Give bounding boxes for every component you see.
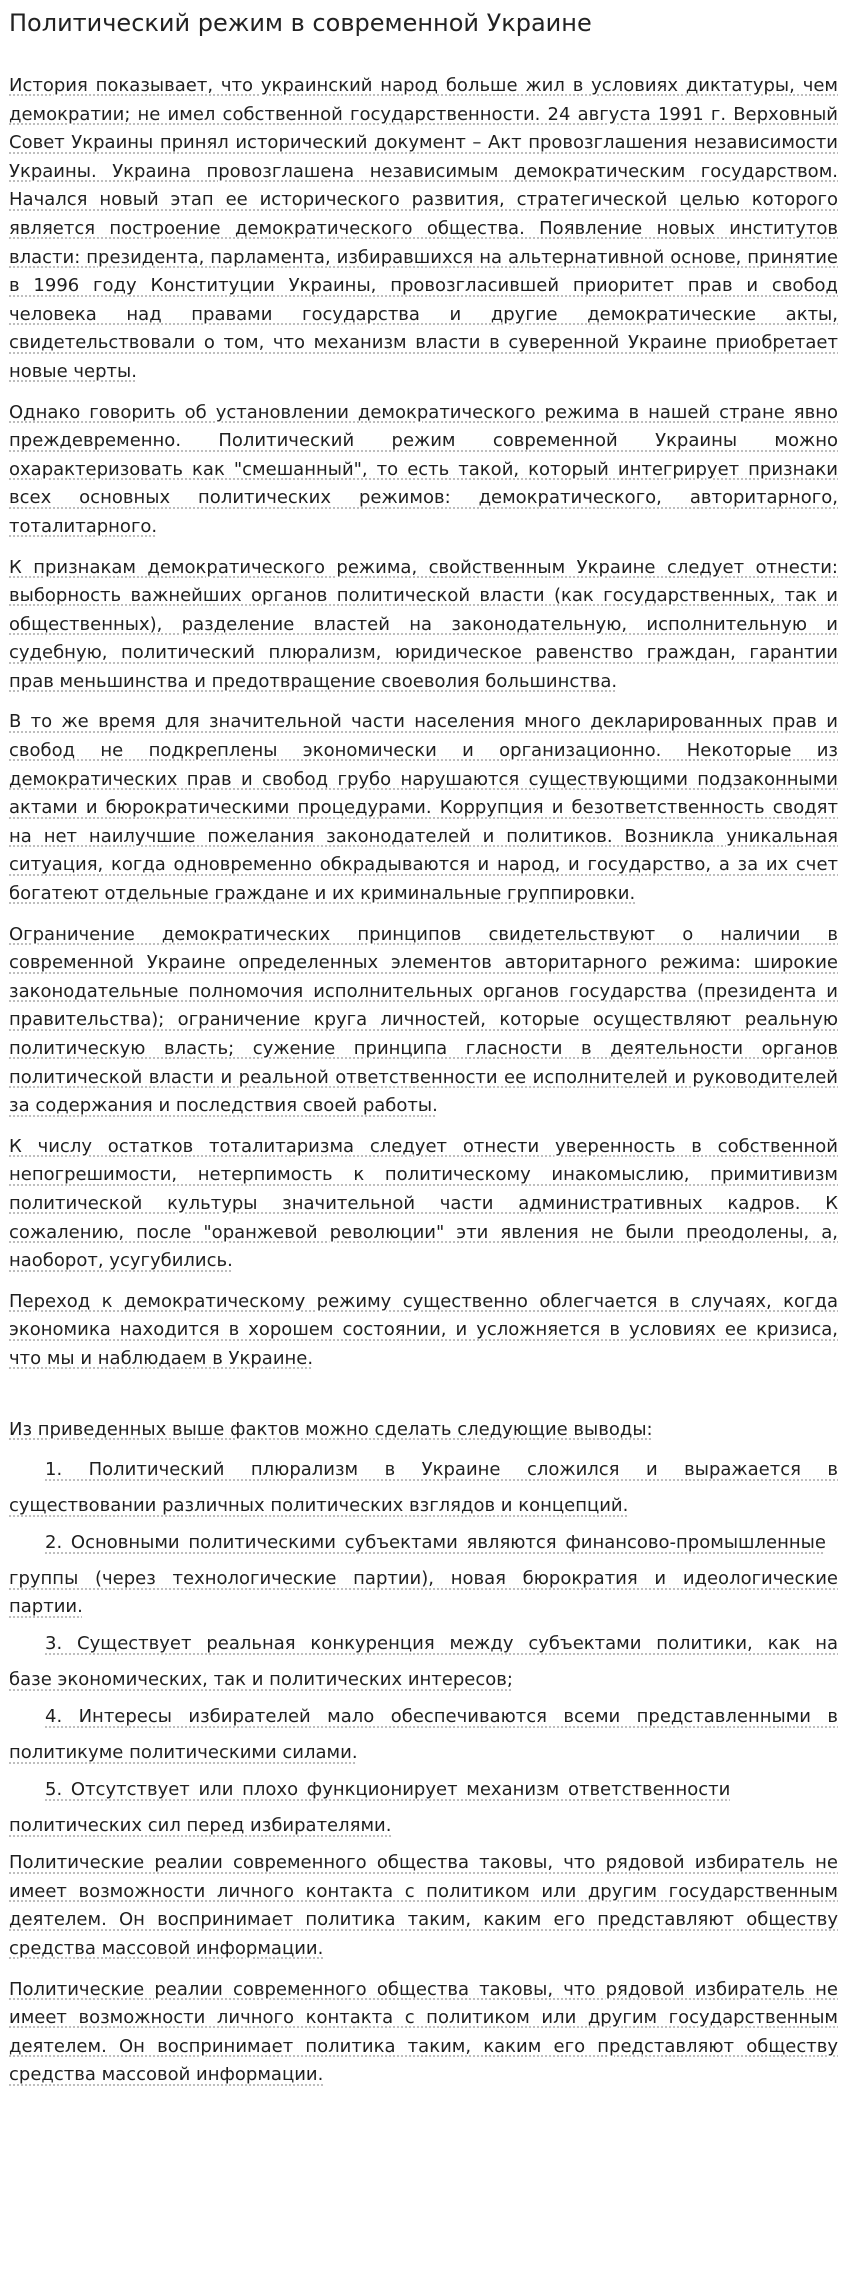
- list-item: [9, 1529, 838, 1621]
- list-item-line: 5. Отсутствует или плохо функционирует механизм ответственности: [45, 1779, 731, 1801]
- conclusions-list: [9, 1456, 838, 1840]
- paragraph-political-realities: Политические реалии современного общества таковы, что рядовой избиратель не имеет возможности личного контакта с политиком или другим государственным деятелем. Он воспринимает политика таким, каким его представляют обществу средства массовой информации.: [9, 1852, 838, 1959]
- list-item: [9, 1776, 838, 1840]
- list-item-line: 4. Интересы избирателей мало обеспечиваются всеми представленными в: [45, 1706, 838, 1728]
- page-title: Политический режим в современной Украине: [9, 9, 592, 37]
- paragraph-transition: Переход к демократическому режиму существенно облегчается в случаях, когда экономика находится в хорошем состоянии, и усложняется в условиях ее кризиса, что мы и наблюдаем в Украине.: [9, 1290, 838, 1369]
- paragraph-authoritarian-elements: Ограничение демократических принципов свидетельствуют о наличии в современной Украине определенных элементов авторитарного режима: широкие законодательные полномочия исполнительных органов государства (президента и правительства); ограничение круга личностей, которые осуществляют реальную политическую власть; сужение принципа гласности в деятельности органов политической власти и реальной ответственности ее исполнителей и руководителей за содержания и последствия своей работы.: [9, 923, 838, 1117]
- paragraph-history: История показывает, что украинский народ больше жил в условиях диктатуры, чем демократии; не имел собственной государственности. 24 августа 1991 г. Верховный Совет Украины принял исторический документ – Акт провозглашения независимости Украины. Украина провозглашена независимым демократическим государством. Начался новый этап ее исторического развития, стратегической целью которого является построение демократического общества. Появление новых институтов власти: президента, парламента, избиравшихся на альтернативной основе, принятие в 1996 году Конституции Украины, провозгласившей приоритет прав и свобод человека над правами государства и другие демократические акты, свидетельствовали о том, что механизм власти в суверенной Украине приобретает новые черты.: [9, 75, 838, 382]
- list-item-line: существовании различных политических взглядов и концепций.: [9, 1495, 629, 1517]
- paragraph-democratic-signs: К признакам демократического режима, свойственным Украине следует отнести: выборность важнейших органов политической власти (как государственных, так и общественных), разделение властей на законодательную, исполнительную и судебную, политический плюрализм, юридическое равенство граждан, гарантии прав меньшинства и предотвращение своеволия большинства.: [9, 556, 838, 692]
- list-item: [9, 1456, 838, 1520]
- list-item-line: базе экономических, так и политических интересов;: [9, 1669, 513, 1691]
- paragraph-rights-violations: В то же время для значительной части населения много декларированных прав и свобод не подкреплены экономически и организационно. Некоторые из демократических прав и свобод грубо нарушаются существующими подзаконными актами и бюрократическими процедурами. Коррупция и безответственность сводят на нет наилучшие пожелания законодателей и политиков. Возникла уникальная ситуация, когда одновременно обкрадываются и народ, и государство, а за их счет богатеют отдельные граждане и их криминальные группировки.: [9, 711, 838, 905]
- list-item-line: группы (через технологические партии), новая бюрократия и идеологические партии.: [9, 1568, 838, 1618]
- paragraph-mixed-regime: Однако говорить об установлении демократического режима в нашей стране явно преждевременно. Политический режим современной Украины можно охарактеризовать как "смешанный", то есть такой, который интегрирует признаки всех основных политических режимов: демократического, авторитарного, тоталитарного.: [9, 401, 838, 537]
- paragraph-totalitarian-remnants: К числу остатков тоталитаризма следует отнести уверенность в собственной непогрешимости, нетерпимость к политическому инакомыслию, примитивизм политической культуры значительной части административных кадров. К сожалению, после "оранжевой революции" эти явления не были преодолены, а, наоборот, усугубились.: [9, 1135, 838, 1272]
- list-item-line: 3. Существует реальная конкуренция между субъектами политики, как на: [45, 1633, 838, 1655]
- list-item-line: политических сил перед избирателями.: [9, 1815, 392, 1837]
- list-item: [9, 1703, 838, 1767]
- paragraph-political-realities-repeat: Политические реалии современного общества таковы, что рядовой избиратель не имеет возможности личного контакта с политиком или другим государственным деятелем. Он воспринимает политика таким, каким его представляют обществу средства массовой информации.: [9, 1978, 838, 2086]
- conclusions-intro: Из приведенных выше фактов можно сделать следующие выводы:: [9, 1418, 653, 1440]
- list-item-line: 2. Основными политическими субъектами являются финансово-промышленные: [45, 1532, 826, 1554]
- list-item: [9, 1630, 838, 1694]
- list-item-line: 1. Политический плюрализм в Украине сложился и выражается в: [45, 1459, 838, 1481]
- list-item-line: политикуме политическими силами.: [9, 1742, 358, 1764]
